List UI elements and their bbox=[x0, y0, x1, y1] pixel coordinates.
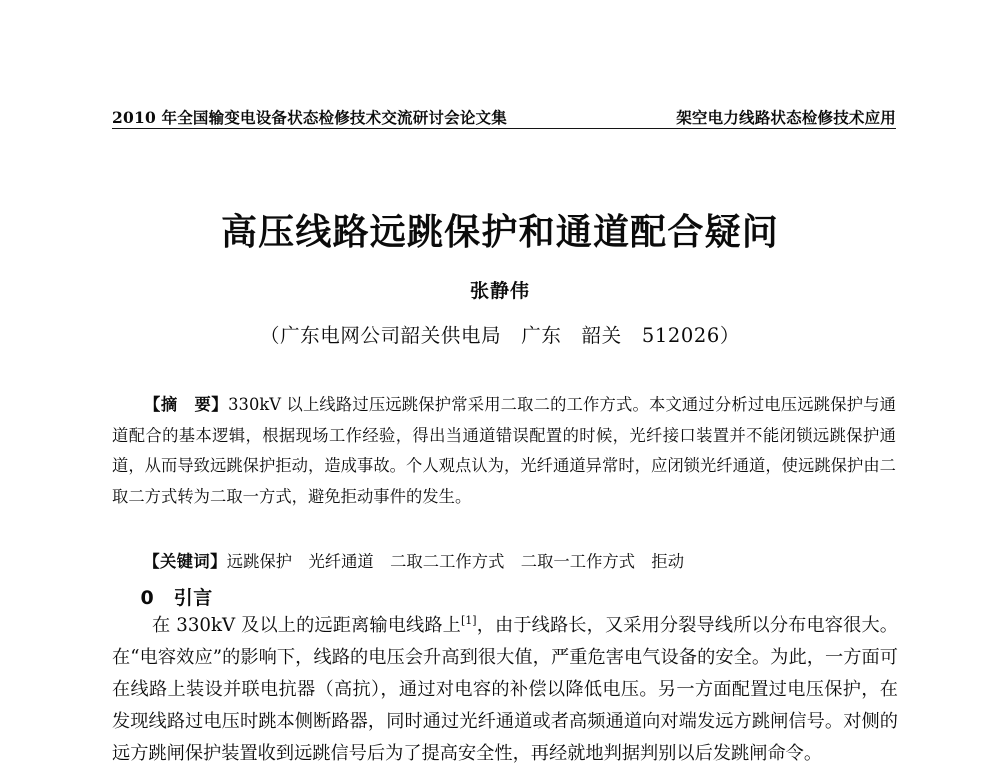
author-name: 张静伟 bbox=[469, 280, 530, 302]
keywords-text: 远跳保护 光纤通道 二取二工作方式 二取一工作方式 拒动 bbox=[226, 551, 685, 571]
body-block bbox=[112, 610, 898, 770]
keywords-paragraph bbox=[112, 516, 896, 608]
abstract-block bbox=[112, 390, 896, 608]
section-heading-label: 引言 bbox=[173, 587, 213, 609]
header-divider-rule bbox=[112, 128, 896, 129]
body-paragraph-1-part2: ，由于线路长，又采用分裂导线所以分布电容很大。在“电容效应”的影响下，线路的电压会升高到很大值，严重危害电气设备的安全。为此，一方面可在线路上装设并联电抗器（高抗），通过对电容的补偿以降低电压。另一方面配置过电压保护，在发现线路过电压时跳本侧断路器，同时通过光纤通道或者高频通道向对端发远方跳闸信号。对侧的远方跳闸保护装置收到远跳信号后为了提高安全性，再经就地判据判别以后发跳闸命令。 bbox=[112, 615, 898, 764]
citation-reference-1[interactable]: [1] bbox=[460, 613, 477, 627]
author-affiliation: （广东电网公司韶关供电局 广东 韶关 512026） bbox=[259, 324, 741, 347]
keywords-label: 【关键词】 bbox=[143, 551, 227, 571]
header-left-text: 2010 年全国输变电设备状态检修技术交流研讨会论文集 bbox=[112, 108, 507, 127]
body-paragraph-1-part1: 在 330kV 及以上的远距离输电线路上 bbox=[152, 615, 461, 636]
section-heading-gap bbox=[154, 587, 174, 609]
abstract-paragraph bbox=[112, 390, 896, 512]
section-number: 0 bbox=[140, 587, 155, 609]
abstract-text: 330kV 以上线路过压远跳保护常采用二取二的工作方式。本文通过分析过电压远跳保护与通道配合的基本逻辑，根据现场工作经验，得出当通道错误配置的时候，光纤接口装置并不能闭锁远跳保护通道，从而导致远跳保护拒动，造成事故。个人观点认为，光纤通道异常时，应闭锁光纤通道，使远跳保护由二取二方式转为二取一方式，避免拒动事件的发生。 bbox=[112, 395, 896, 506]
abstract-label: 【摘 要】 bbox=[144, 395, 229, 414]
body-paragraph-1 bbox=[112, 610, 898, 770]
running-header bbox=[112, 102, 896, 128]
page-title: 高压线路远跳保护和通道配合疑问 bbox=[220, 212, 779, 254]
header-right-text: 架空电力线路状态检修技术应用 bbox=[676, 108, 896, 127]
